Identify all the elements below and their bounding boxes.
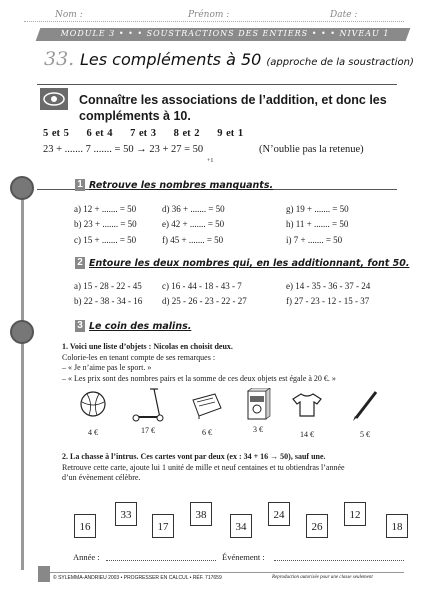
exercise-item: g) 19 + ....... = 50: [286, 204, 349, 214]
section-2-title: Entoure les deux nombres qui, en les additionnant, font 50.: [89, 258, 410, 269]
exercise-item: a) 12 + ....... = 50: [74, 204, 137, 214]
date-label: Date :: [330, 10, 358, 20]
object-price: 6 €: [202, 428, 212, 437]
name-line: [24, 21, 404, 22]
prenom-label: Prénom :: [188, 10, 230, 20]
q2-line: d’un évènement célèbre.: [62, 473, 141, 482]
object-price: 14 €: [300, 430, 314, 439]
exercise-item: d) 25 - 26 - 23 - 22 - 27: [162, 296, 247, 306]
exercise-item: c) 16 - 44 - 18 - 43 - 7: [162, 281, 242, 291]
number-card[interactable]: 12: [344, 502, 366, 526]
object-pencil[interactable]: [350, 390, 380, 439]
annee-label: Année :: [73, 552, 100, 562]
number-card[interactable]: 26: [306, 514, 328, 538]
exercise-item: b) 23 + ....... = 50: [74, 219, 137, 229]
section-3-title: Le coin des malins.: [89, 321, 192, 332]
object-price: 4 €: [88, 428, 98, 437]
q1-line: – « Je n’aime pas le sport. »: [62, 363, 152, 372]
number-card[interactable]: 17: [152, 514, 174, 538]
objective-box: [37, 84, 397, 190]
footer-divider: [40, 572, 404, 573]
scooter-icon: [130, 386, 166, 422]
number-card[interactable]: 16: [74, 514, 96, 538]
nom-label: Nom :: [55, 10, 83, 20]
pencil-icon: [350, 390, 380, 422]
lesson-subtitle: (approche de la soustraction): [266, 57, 414, 68]
star-badge-icon: [10, 320, 34, 344]
number-cards: [72, 502, 412, 542]
q1-line: 1. Voici une liste d’objets : Nicolas en choisit deux.: [62, 342, 233, 351]
object-price: 5 €: [360, 430, 370, 439]
q1-line: – « Les prix sont des nombres pairs et la somme de ces deux objets est égale à 20 €. »: [62, 373, 336, 383]
evenement-label: Événement :: [222, 552, 265, 562]
pair-item: 7 et 3: [130, 128, 157, 139]
object-scooter[interactable]: [130, 386, 166, 435]
exercise-item: f) 45 + ....... = 50: [162, 235, 224, 245]
footer-copyright: © SYLEMMA-ANDRIEU 2003 • PROGRESSER EN CALCUL • RÉF. 717659: [53, 575, 222, 581]
lesson-number: 33.: [44, 48, 75, 70]
object-ball[interactable]: [78, 390, 108, 437]
book-icon: [191, 392, 223, 420]
star-badge-icon: [10, 176, 34, 200]
corner-mark: [38, 566, 50, 582]
exercise-item: f) 27 - 23 - 12 - 15 - 37: [286, 296, 370, 306]
lesson-title: [80, 50, 414, 69]
retenue-note: (N’oublie pas la retenue): [259, 144, 364, 155]
exercise-item: a) 15 - 28 - 22 - 45: [74, 281, 142, 291]
evenement-field[interactable]: [274, 560, 404, 561]
section-2-number: 2: [75, 257, 85, 269]
footer-license: Reproduction autorisée pour une classe seulement: [272, 575, 373, 580]
object-price: 17 €: [141, 426, 155, 435]
exercise-item: e) 42 + ....... = 50: [162, 219, 225, 229]
side-line: [21, 190, 24, 570]
exercise-item: b) 22 - 38 - 34 - 16: [74, 296, 143, 306]
example-equation: 23 + ....... 7 ....... = 50 → 23 + 27 = 50: [43, 144, 204, 155]
q1-line: Colorie-les en tenant compte de ses remarques :: [62, 352, 216, 362]
exercise-item: i) 7 + ....... = 50: [286, 235, 343, 245]
number-card[interactable]: 38: [190, 502, 212, 526]
module-banner-text: MODULE 3 • • • SOUSTRACTIONS DES ENTIERS • • • NIVEAU 1: [60, 29, 390, 38]
cereal-box-icon: [245, 388, 271, 422]
pairs-list: [43, 128, 257, 139]
exercise-item: d) 36 + ....... = 50: [162, 204, 225, 214]
number-card[interactable]: 18: [386, 514, 408, 538]
exercise-item: c) 15 + ....... = 50: [74, 235, 137, 245]
question-1: [62, 342, 402, 384]
q2-line: 2. La chasse à l’intrus. Ces cartes vont par deux (ex : 34 + 16 → 50), sauf une.: [62, 452, 326, 461]
carry-note: +1: [207, 158, 214, 164]
object-book[interactable]: [190, 392, 224, 437]
object-cereal-box[interactable]: [244, 388, 272, 434]
pair-item: 5 et 5: [43, 128, 69, 139]
pair-item: 6 et 4: [86, 128, 113, 139]
eye-icon: [40, 88, 68, 110]
pair-item: 8 et 2: [173, 128, 200, 139]
object-tshirt[interactable]: [290, 392, 324, 439]
exercise-item: e) 14 - 35 - 36 - 37 - 24: [286, 281, 371, 291]
exercise-item: h) 11 + ....... = 50: [286, 219, 349, 229]
section-1-title: Retrouve les nombres manquants.: [89, 180, 274, 191]
tshirt-icon: [291, 392, 323, 418]
q2-line: Retrouve cette carte, ajoute lui 1 unité de mille et neuf centaines et tu obtiendras l’année: [62, 462, 345, 472]
lesson-title-main: Les compléments à 50: [80, 50, 262, 69]
header-labels: [0, 10, 424, 26]
section-1-number: 1: [75, 179, 85, 191]
section-3-number: 3: [75, 320, 85, 332]
number-card[interactable]: 33: [115, 502, 137, 526]
number-card[interactable]: 24: [268, 502, 290, 526]
number-card[interactable]: 34: [230, 514, 252, 538]
annee-field[interactable]: [106, 560, 216, 561]
objective-text: Connaître les associations de l’addition, et donc les compléments à 10.: [79, 93, 387, 123]
pair-item: 9 et 1: [217, 128, 244, 139]
ball-icon: [79, 390, 107, 418]
question-2: [62, 452, 402, 484]
object-price: 3 €: [253, 425, 263, 434]
